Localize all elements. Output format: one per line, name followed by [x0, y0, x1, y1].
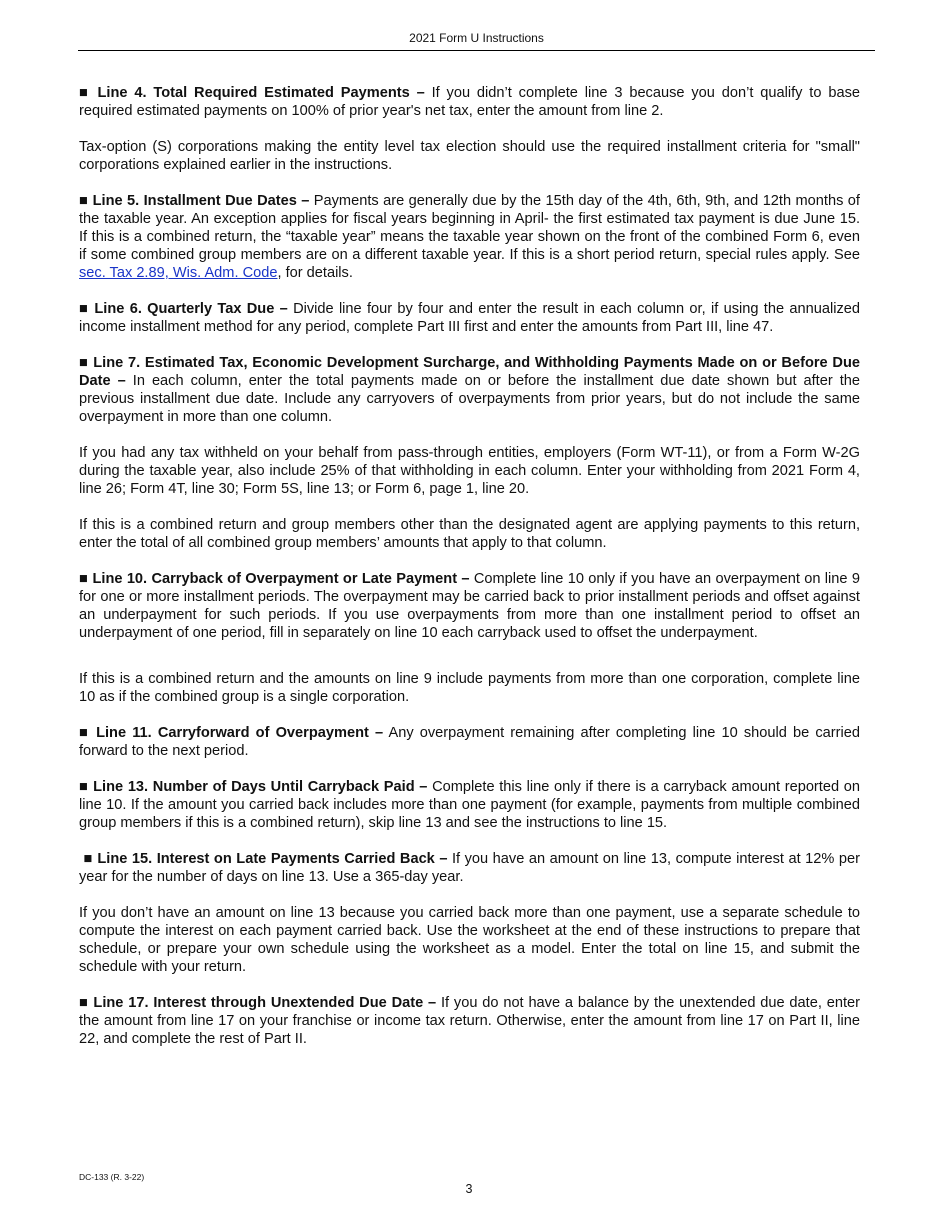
text-line-11: Any overpayment remaining after completing line 10 should be carried forward to the next period.	[79, 725, 860, 759]
form-code: DC-133 (R. 3-22)	[79, 1172, 145, 1182]
paragraph-line-10	[79, 570, 860, 642]
heading-line-17: Line 17. Interest through Unextended Due Date –	[93, 995, 437, 1011]
heading-line-15: Line 15. Interest on Late Payments Carried Back –	[97, 851, 448, 867]
bullet: ■	[79, 85, 91, 101]
paragraph-line-4	[79, 84, 860, 120]
paragraph-line-15	[79, 850, 860, 886]
paragraph-line-17	[79, 994, 860, 1048]
bullet: ■	[79, 995, 89, 1011]
bullet: ■	[79, 301, 90, 317]
text-line-17: If you do not have a balance by the unextended due date, enter the amount from line 17 on your franchise or income tax return. Otherwise, enter the amount from line 17 on Part II, line 22, and complete the rest of Part II.	[79, 995, 860, 1047]
paragraph-s-corp: Tax-option (S) corporations making the entity level tax election should use the required installment criteria for "small" corporations explained earlier in the instructions.	[79, 139, 860, 173]
heading-line-6: Line 6. Quarterly Tax Due –	[94, 301, 288, 317]
paragraph-line-11	[79, 724, 860, 760]
instructions-body	[79, 84, 860, 1048]
heading-line-13: Line 13. Number of Days Until Carryback Paid –	[93, 779, 428, 795]
paragraph-line-13	[79, 778, 860, 832]
text-line-10: Complete line 10 only if you have an overpayment on line 9 for one or more installment periods. The overpayment may be carried back to prior installment periods and offset against an underpayment for such periods. If you use overpayments from more than one installment period to offset an underpayment of one period, fill in separately on line 10 each carryback used to offset the underpayment.	[79, 571, 860, 641]
page-header-title: 2021 Form U Instructions	[409, 31, 544, 45]
text-line-5: Payments are generally due by the 15th day of the 4th, 6th, 9th, and 12th months of the taxable year. An exception applies for fiscal years beginning in April- the first estimated tax payment is due June 15. If this is a combined return, the “taxable year” means the taxable year shown on the front of the combined Form 6, even if some combined group members are on a different taxable year. If this is a short period return, special rules apply. See	[79, 193, 860, 263]
adm-code-link[interactable]: sec. Tax 2.89, Wis. Adm. Code	[79, 265, 278, 281]
text-line-4: If you didn’t complete line 3 because you don’t qualify to base required estimated payments on 100% of prior year's net tax, enter the amount from line 2.	[79, 85, 860, 119]
paragraph-line-6	[79, 300, 860, 336]
text-line-13: Complete this line only if there is a carryback amount reported on line 10. If the amount you carried back includes more than one payment (for example, payments from multiple combined group members if this is a combined return), skip line 13 and see the instructions to line 15.	[79, 779, 860, 831]
text-line-7: In each column, enter the total payments made on or before the installment due date shown but after the previous installment due date. Include any carryovers of overpayments from prior years, but do not include the same overpayment in more than one column.	[79, 373, 860, 425]
paragraph-line-5	[79, 192, 860, 282]
bullet: ■	[79, 779, 89, 795]
heading-line-4: Line 4. Total Required Estimated Payments –	[97, 85, 425, 101]
page-number: 3	[465, 1182, 473, 1196]
text-line-6: Divide line four by four and enter the result in each column or, if using the annualized income installment method for any period, complete Part III first and enter the amounts from Part III, line 47.	[79, 301, 860, 335]
bullet: ■	[79, 193, 89, 209]
heading-line-5: Line 5. Installment Due Dates –	[92, 193, 310, 209]
heading-line-7: Line 7. Estimated Tax, Economic Development Surcharge, and Withholding Payments Made on or Before Due Date –	[79, 355, 860, 389]
text-line-5-after: , for details.	[277, 265, 353, 281]
text-line-15: If you have an amount on line 13, compute interest at 12% per year for the number of days on line 13. Use a 365-day year.	[79, 851, 860, 885]
header-rule	[78, 50, 875, 51]
paragraph-combined-line-10: If this is a combined return and the amounts on line 9 include payments from more than one corporation, complete line 10 as if the combined group is a single corporation.	[79, 671, 860, 705]
bullet: ■	[79, 571, 89, 587]
paragraph-schedule: If you don’t have an amount on line 13 because you carried back more than one payment, use a separate schedule to compute the interest on each payment carried back. Use the worksheet at the end of these instructions to prepare that schedule, or prepare your own schedule using the worksheet as a model. Enter the total on line 15, and submit the schedule with your return.	[79, 905, 860, 975]
paragraph-line-7	[79, 354, 860, 426]
bullet: ■	[83, 851, 93, 867]
bullet: ■	[79, 725, 90, 741]
paragraph-withholding: If you had any tax withheld on your behalf from pass-through entities, employers (Form WT-11), or from a Form W-2G during the taxable year, also include 25% of that withholding in each column. Enter your withholding from 2021 Form 4, line 26; Form 4T, line 30; Form 5S, line 13; or Form 6, page 1, line 20.	[79, 445, 860, 497]
heading-line-10: Line 10. Carryback of Overpayment or Late Payment –	[92, 571, 470, 587]
heading-line-11: Line 11. Carryforward of Overpayment –	[96, 725, 384, 741]
bullet: ■	[79, 355, 89, 371]
paragraph-combined-payments: If this is a combined return and group members other than the designated agent are applying payments to this return, enter the total of all combined group members’ amounts that apply to that column.	[79, 517, 860, 551]
